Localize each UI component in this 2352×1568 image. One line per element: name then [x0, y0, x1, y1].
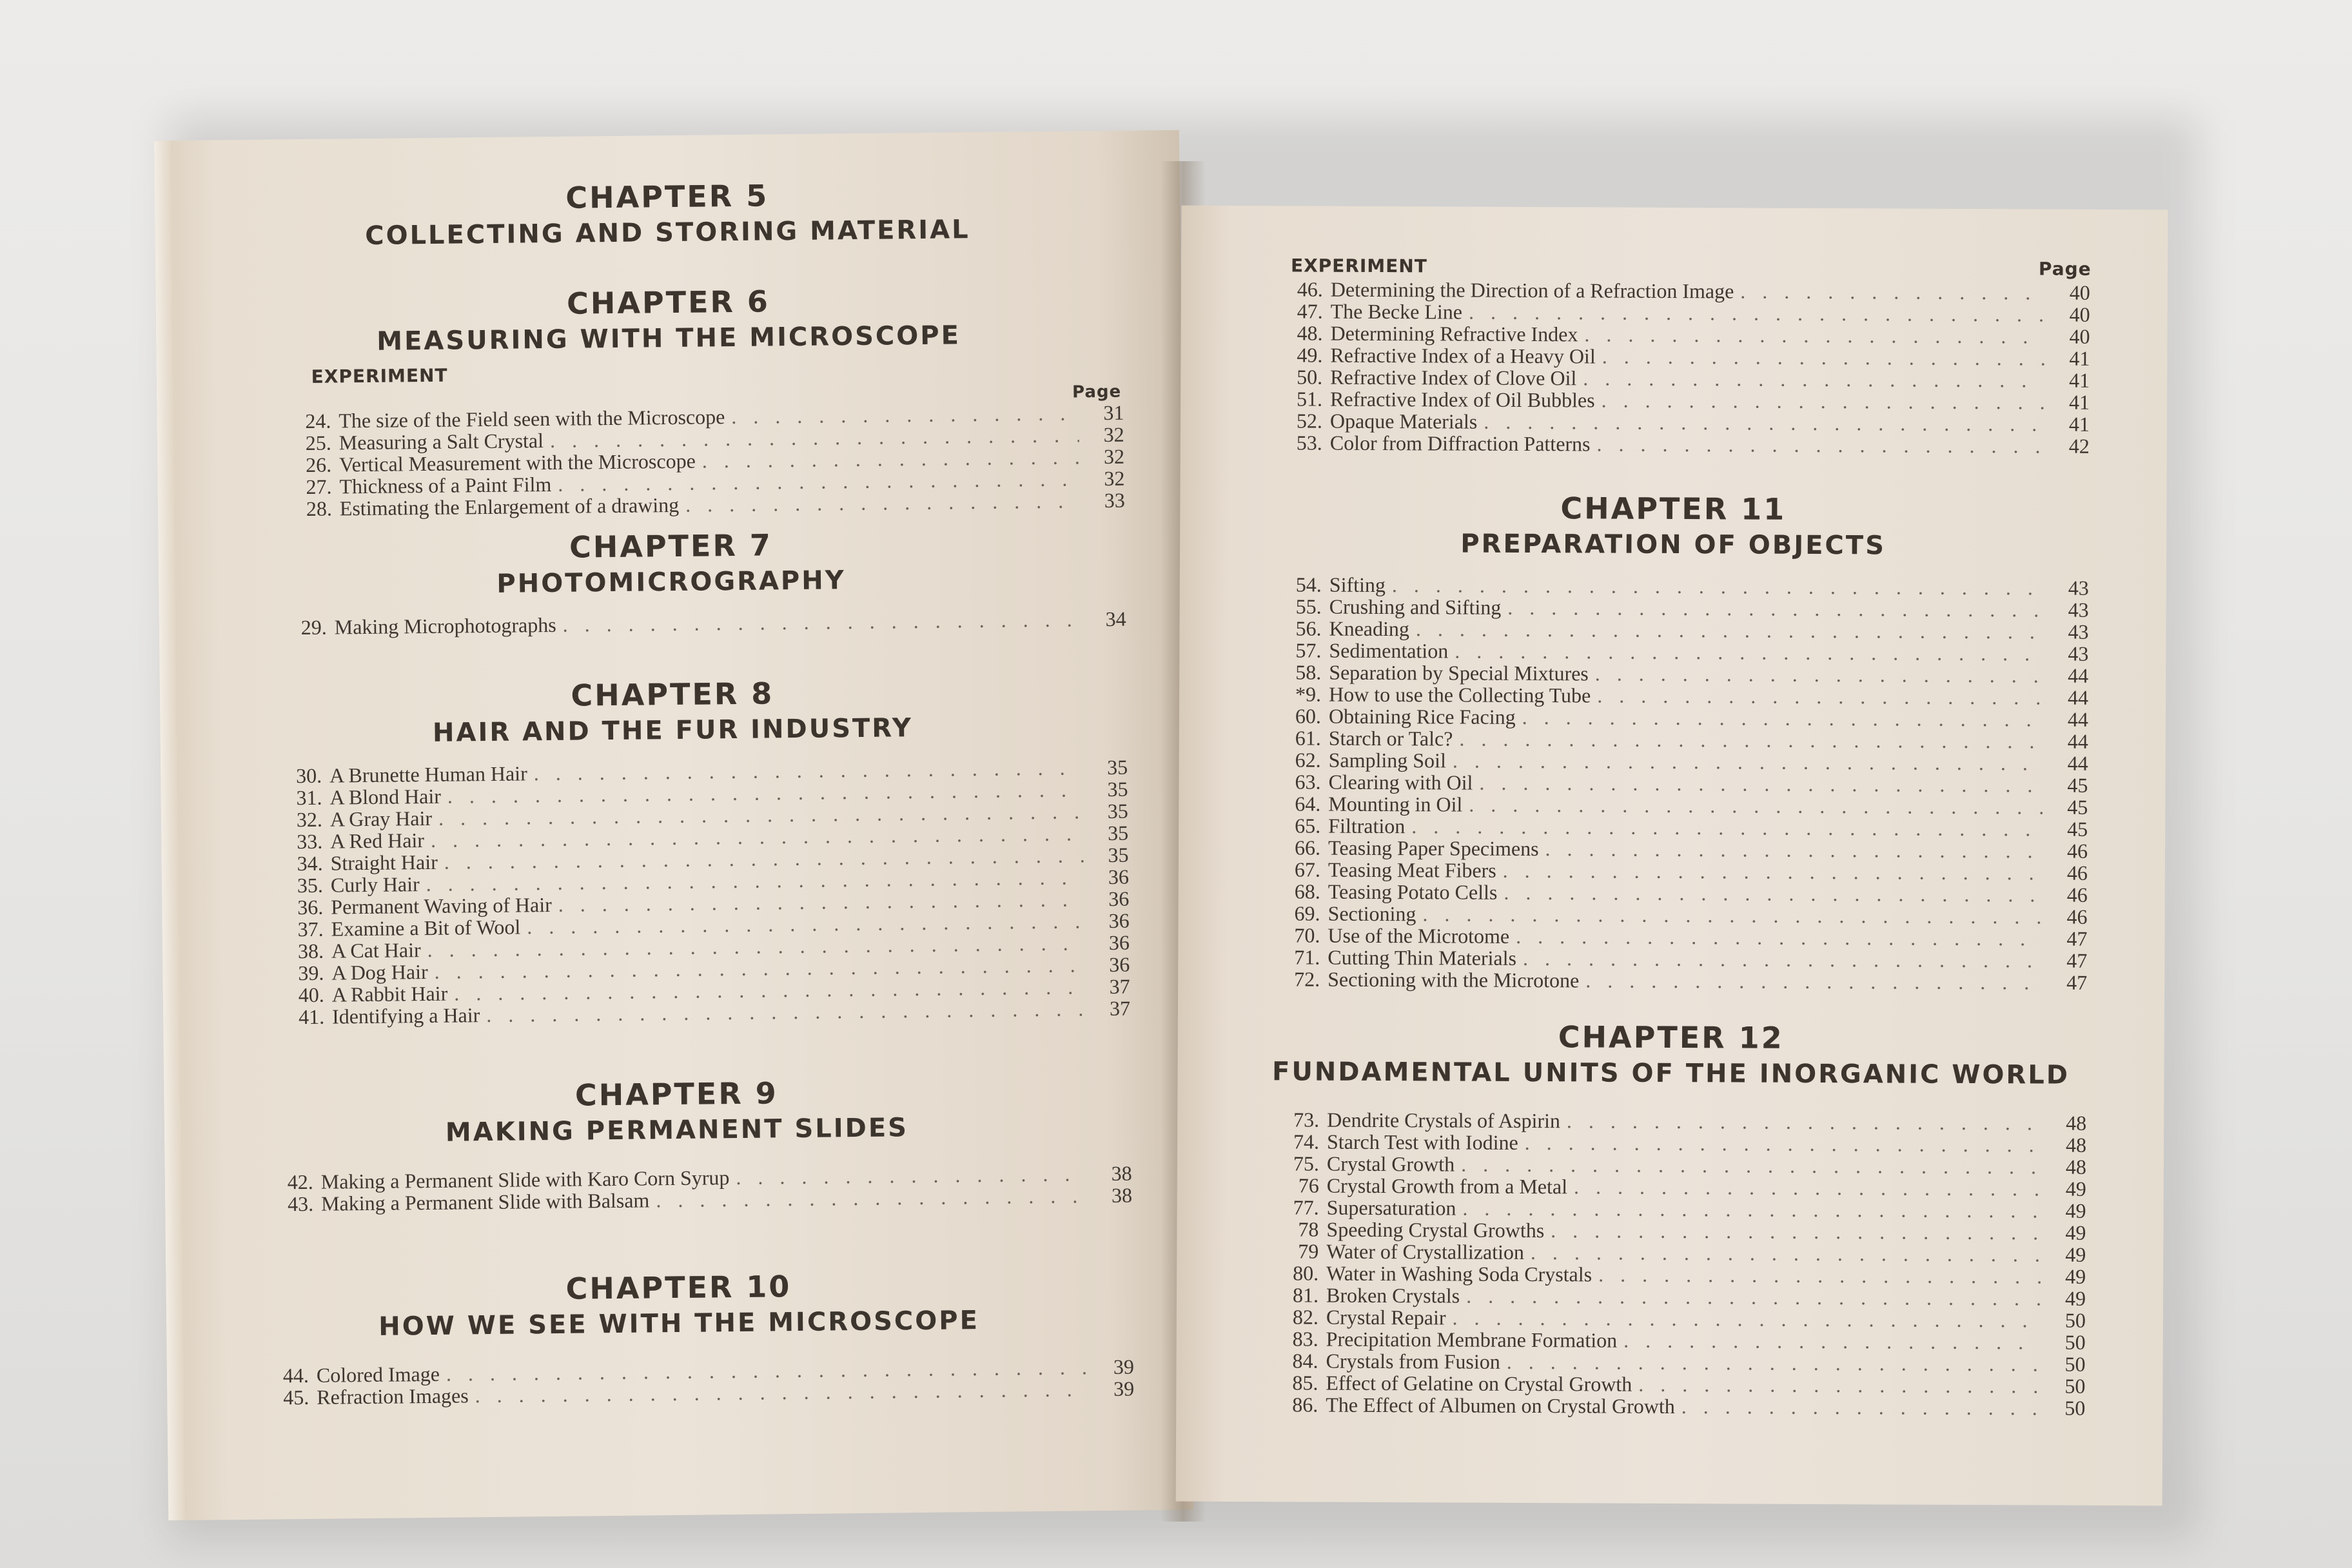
- toc-entry: 34. Straight Hair . . . 35: [284, 844, 1128, 875]
- experiment-label: EXPERIMENT: [311, 364, 448, 387]
- chapter-title: MAKING PERMANENT SLIDES: [445, 1113, 909, 1148]
- toc-entry: 76 Crystal Growth from a Metal . . . 49: [1280, 1174, 2086, 1199]
- chapter-9-entries: [275, 1162, 1133, 1215]
- toc-entry: 49. Refractive Index of a Heavy Oil . . . 41: [1284, 344, 2090, 369]
- chapter-title: COLLECTING AND STORING MATERIAL: [364, 215, 970, 251]
- toc-entry: 73. Dendrite Crystals of Aspirin . . . 48: [1280, 1108, 2086, 1133]
- toc-entry: 50. Refractive Index of Clove Oil . . . 41: [1284, 366, 2090, 391]
- page-label: Page: [1072, 382, 1122, 402]
- toc-entry: 82. Crystal Repair . . . 50: [1280, 1306, 2086, 1331]
- chapter-11-heading: [1180, 489, 2166, 562]
- toc-entry: 84. Crystals from Fusion . . . 50: [1280, 1349, 2086, 1375]
- chapter-10-entries: [270, 1356, 1135, 1409]
- right-page: [1176, 206, 2168, 1506]
- toc-entry: 62. Sampling Soil . . . 44: [1282, 749, 2088, 774]
- toc-entry: 77. Supersaturation . . . 49: [1280, 1196, 2086, 1221]
- toc-entry: 25. Measuring a Salt Crystal . . . 32: [293, 424, 1124, 455]
- chapter-6-entries: [292, 402, 1125, 520]
- chapter-number: CHAPTER 11: [1560, 491, 1787, 527]
- toc-entry: 31. A Blond Hair . . . 35: [283, 778, 1128, 809]
- toc-entry: 36. Permanent Waving of Hair . . . 36: [284, 888, 1129, 919]
- chapter-5-heading: [155, 174, 1181, 253]
- toc-entry: 47. The Becke Line . . . 40: [1284, 300, 2090, 325]
- chapter-number: CHAPTER 9: [574, 1075, 779, 1113]
- toc-entry: 41. Identifying a Hair . . . 37: [286, 997, 1130, 1028]
- toc-entry: 35. Curly Hair . . . 36: [284, 866, 1129, 897]
- chapter-number: CHAPTER 10: [565, 1269, 792, 1306]
- toc-entry: 29. Making Microphotographs . . . 34: [288, 608, 1126, 639]
- toc-entry: 86. The Effect of Albumen on Crystal Growth . . . 50: [1279, 1393, 2085, 1418]
- toc-entry: 42. Making a Permanent Slide with Karo Corn Syrup . . . 38: [275, 1162, 1132, 1193]
- toc-entry: 67. Teasing Meat Fibers . . . 46: [1282, 858, 2088, 883]
- toc-entry: 46. Determining the Direction of a Refraction Image . . . 40: [1284, 278, 2090, 303]
- toc-entry: 70. Use of the Microtome . . . 47: [1281, 924, 2087, 949]
- toc-entry: 38. A Cat Hair . . . 36: [285, 932, 1130, 963]
- toc-entry: 85. Effect of Gelatine on Crystal Growth . . . 50: [1279, 1371, 2085, 1396]
- toc-entry: 56. Kneading . . . 43: [1282, 617, 2088, 642]
- toc-entry: 60. Obtaining Rice Facing . . . 44: [1282, 705, 2088, 730]
- toc-entry: 54. Sifting . . . 43: [1283, 573, 2089, 598]
- refraction-entries: [1284, 278, 2090, 456]
- toc-entry: 48. Determining Refractive Index . . . 40: [1284, 322, 2090, 347]
- toc-entry: 44. Colored Image . . . 39: [270, 1356, 1134, 1387]
- toc-entry: 74. Starch Test with Iodine . . . 48: [1280, 1130, 2086, 1155]
- toc-entry: 83. Precipitation Membrane Formation . . . 50: [1280, 1328, 2086, 1353]
- chapter-7-heading: [158, 524, 1184, 603]
- toc-entry: 33. A Red Hair . . . 35: [284, 822, 1128, 853]
- toc-entry: 61. Starch or Talc? . . . 44: [1282, 727, 2088, 752]
- toc-entry: 57. Sedimentation . . . 43: [1282, 639, 2088, 664]
- toc-entry: 45. Refraction Images . . . 39: [270, 1378, 1134, 1409]
- toc-entry: 81. Broken Crystals . . . 49: [1280, 1284, 2086, 1309]
- toc-entry: 72. Sectioning with the Microtone . . . 47: [1281, 968, 2087, 993]
- toc-entry: 51. Refractive Index of Oil Bubbles . . . 41: [1284, 387, 2090, 413]
- toc-entry: 80. Water in Washing Soda Crystals . . . 49: [1280, 1262, 2086, 1287]
- chapter-title: HOW WE SEE WITH THE MICROSCOPE: [378, 1306, 980, 1342]
- chapter-number: CHAPTER 6: [566, 284, 770, 321]
- chapter-7-entries: [288, 608, 1126, 639]
- chapter-number: CHAPTER 12: [1558, 1019, 1784, 1055]
- toc-entry: 52. Opaque Materials . . . 41: [1284, 409, 2090, 435]
- chapter-title: PREPARATION OF OBJECTS: [1460, 529, 1886, 561]
- toc-entry: 69. Sectioning . . . 46: [1282, 902, 2088, 927]
- toc-entry: 55. Crushing and Sifting . . . 43: [1283, 595, 2089, 620]
- chapter-title: FUNDAMENTAL UNITS OF THE INORGANIC WORLD: [1271, 1057, 2070, 1090]
- toc-entry: *9. How to use the Collecting Tube . . . 44: [1282, 683, 2088, 708]
- toc-entry: 39. A Dog Hair . . . 36: [285, 954, 1130, 985]
- chapter-11-entries: [1281, 573, 2089, 993]
- chapter-12-entries: [1279, 1108, 2086, 1418]
- toc-entry: 28. Estimating the Enlargement of a drawing . . . 33: [293, 489, 1125, 520]
- toc-entry: 27. Thickness of a Paint Film . . . 32: [293, 467, 1124, 498]
- toc-entry: 24. The size of the Field seen with the Microscope . . . 31: [292, 402, 1124, 433]
- toc-entry: 43. Making a Permanent Slide with Balsam . . . 38: [275, 1184, 1132, 1215]
- toc-entry: 53. Color from Diffraction Patterns . . . 42: [1284, 431, 2090, 456]
- chapter-number: CHAPTER 5: [565, 178, 769, 215]
- toc-entry: 75. Crystal Growth . . . 48: [1280, 1152, 2086, 1177]
- toc-entry: 40. A Rabbit Hair . . . 37: [286, 975, 1130, 1006]
- chapter-title: MEASURING WITH THE MICROSCOPE: [377, 320, 961, 357]
- left-page: [154, 130, 1193, 1521]
- toc-entry: 32. A Gray Hair . . . 35: [284, 800, 1128, 831]
- toc-entry: 26. Vertical Measurement with the Microscope . . . 32: [293, 446, 1124, 476]
- page-label: Page: [2038, 258, 2092, 280]
- chapter-10-heading: [166, 1265, 1191, 1344]
- toc-entry: 78 Speeding Crystal Growths . . . 49: [1280, 1218, 2086, 1243]
- chapter-title: HAIR AND THE FUR INDUSTRY: [432, 713, 914, 748]
- toc-entry: 58. Separation by Special Mixtures . . . 44: [1282, 661, 2088, 686]
- chapter-number: CHAPTER 8: [571, 676, 774, 713]
- toc-entry: 66. Teasing Paper Specimens . . . 46: [1282, 836, 2088, 861]
- toc-entry: 30. A Brunette Human Hair . . . 35: [283, 756, 1128, 787]
- chapter-8-heading: [160, 672, 1186, 751]
- chapter-12-heading: [1177, 1018, 2164, 1091]
- chapter-6-heading: [155, 280, 1181, 359]
- toc-entry: 65. Filtration . . . 45: [1282, 814, 2088, 839]
- toc-entry: 37. Examine a Bit of Wool . . . 36: [284, 910, 1129, 941]
- toc-entry: 71. Cutting Thin Materials . . . 47: [1281, 946, 2087, 971]
- chapter-title: PHOTOMICROGRAPHY: [496, 565, 846, 599]
- experiment-label: EXPERIMENT: [1290, 255, 1427, 277]
- chapter-9-heading: [164, 1072, 1190, 1151]
- chapter-number: CHAPTER 7: [569, 527, 773, 565]
- toc-entry: 63. Clearing with Oil . . . 45: [1282, 770, 2088, 796]
- toc-entry: 79 Water of Crystallization . . . 49: [1280, 1240, 2086, 1265]
- toc-entry: 68. Teasing Potato Cells . . . 46: [1282, 880, 2088, 905]
- chapter-8-entries: [283, 756, 1130, 1028]
- toc-entry: 64. Mounting in Oil . . . 45: [1282, 792, 2088, 818]
